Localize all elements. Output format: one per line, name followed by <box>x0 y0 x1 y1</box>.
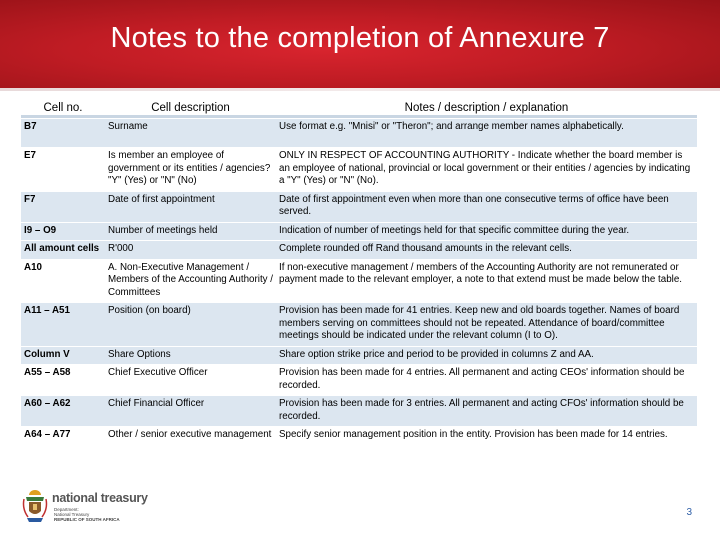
table-row <box>21 223 697 241</box>
cell-description: Position (on board) <box>105 303 276 346</box>
notes-table <box>21 99 697 446</box>
cell-notes: Provision has been made for 3 entries. All permanent and acting CFOs' information should be recorded. <box>276 396 697 426</box>
title-banner <box>0 0 720 90</box>
table-row <box>21 119 697 147</box>
table-row <box>21 303 697 346</box>
logo-name: national treasury <box>52 491 148 505</box>
cell-number: F7 <box>21 192 105 222</box>
logo-sub-line: Department: <box>54 507 79 512</box>
table-row <box>21 260 697 303</box>
table-header-row <box>21 100 697 118</box>
coat-of-arms-icon <box>22 489 48 525</box>
table-row <box>21 365 697 395</box>
cell-description: Chief Financial Officer <box>105 396 276 426</box>
cell-description: Number of meetings held <box>105 223 276 241</box>
table-row <box>21 427 697 445</box>
cell-number: A64 – A77 <box>21 427 105 445</box>
cell-number: A55 – A58 <box>21 365 105 395</box>
cell-number: Column V <box>21 347 105 365</box>
logo-sub-line: National Treasury <box>54 512 90 518</box>
banner-divider <box>0 88 720 91</box>
header-cell-description: Cell description <box>105 100 276 118</box>
table-row <box>21 148 697 191</box>
slide-title: Notes to the completion of Annexure 7 <box>110 22 610 54</box>
cell-description: Share Options <box>105 347 276 365</box>
logo-sub-line: REPUBLIC OF SOUTH AFRICA <box>54 517 120 523</box>
cell-notes: ONLY IN RESPECT OF ACCOUNTING AUTHORITY - Indicate whether the board member is an employee of national, provincial or local government or their entities / agencies by indicating a "Y" (Yes) or "N" (No). <box>276 148 697 191</box>
cell-notes: Provision has been made for 4 entries. All permanent and acting CEOs' information should be recorded. <box>276 365 697 395</box>
cell-number: E7 <box>21 148 105 191</box>
cell-notes: Share option strike price and period to be provided in columns Z and AA. <box>276 347 697 365</box>
cell-notes: Indication of number of meetings held for that specific committee during the year. <box>276 223 697 241</box>
cell-description: Is member an employee of government or its entities / agencies? "Y" (Yes) or "N" (No) <box>105 148 276 191</box>
logo-subtitle <box>54 507 120 523</box>
cell-number: All amount cells <box>21 241 105 259</box>
header-cell-no: Cell no. <box>21 100 105 118</box>
cell-description: A. Non-Executive Management / Members of the Accounting Authority / Committees <box>105 260 276 303</box>
cell-number: B7 <box>21 119 105 147</box>
cell-description: R'000 <box>105 241 276 259</box>
header-notes: Notes / description / explanation <box>276 100 697 118</box>
cell-notes: If non-executive management / members of the Accounting Authority are not remunerated or payment made to the relevant employer, a note to that extend must be made below the table. <box>276 260 697 303</box>
cell-number: A11 – A51 <box>21 303 105 346</box>
cell-description: Date of first appointment <box>105 192 276 222</box>
table-row <box>21 347 697 365</box>
cell-number: I9 – O9 <box>21 223 105 241</box>
table-row <box>21 396 697 426</box>
cell-notes: Specify senior management position in the entity. Provision has been made for 14 entries. <box>276 427 697 445</box>
cell-number: A10 <box>21 260 105 303</box>
cell-notes: Complete rounded off Rand thousand amounts in the relevant cells. <box>276 241 697 259</box>
cell-notes: Provision has been made for 41 entries. Keep new and old boards together. Names of board members serving on committees should not be repeated. Attendance of board/committee meetings should be indicated under the relevant column (I to O). <box>276 303 697 346</box>
cell-description: Chief Executive Officer <box>105 365 276 395</box>
cell-description: Surname <box>105 119 276 147</box>
cell-description: Other / senior executive management <box>105 427 276 445</box>
page-number: 3 <box>686 507 692 518</box>
cell-notes: Use format e.g. "Mnisi" or "Theron"; and arrange member names alphabetically. <box>276 119 697 147</box>
cell-notes: Date of first appointment even when more than one consecutive terms of office have been served. <box>276 192 697 222</box>
cell-number: A60 – A62 <box>21 396 105 426</box>
national-treasury-logo <box>22 489 182 529</box>
table-row <box>21 241 697 259</box>
table-row <box>21 192 697 222</box>
